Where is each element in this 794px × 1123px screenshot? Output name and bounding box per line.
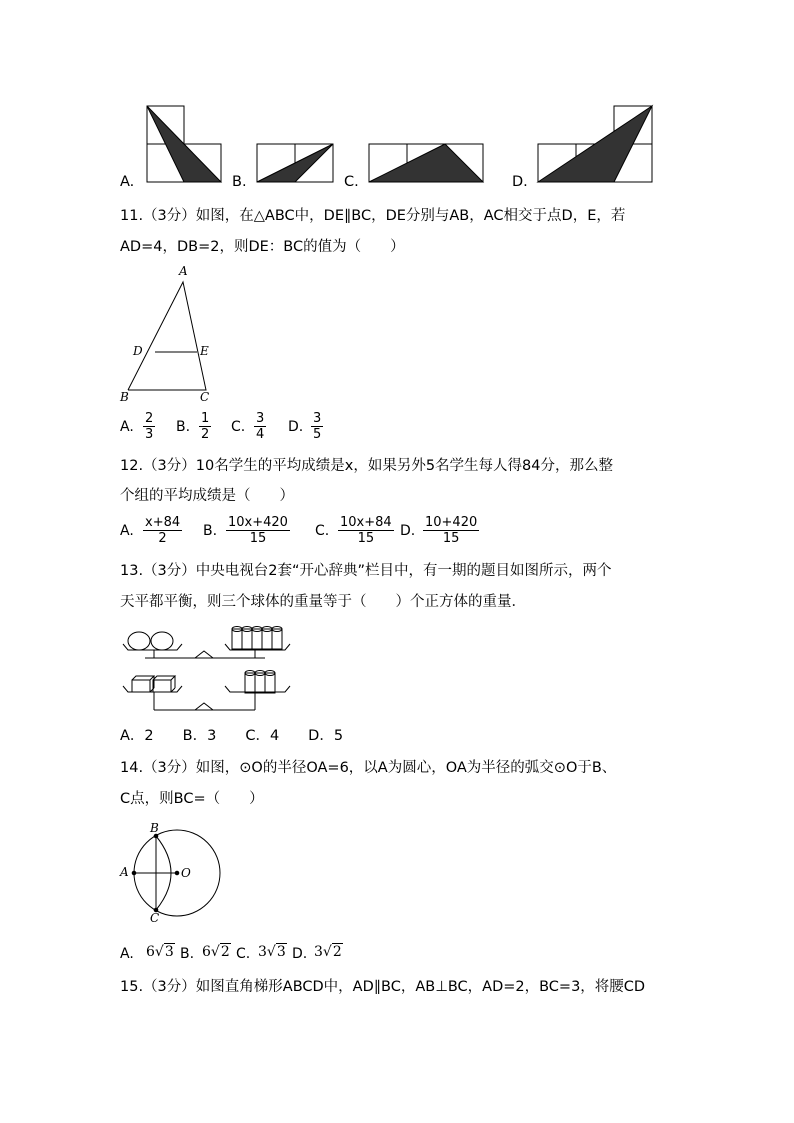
q15-stem-line1: 15.（3分）如图直角梯形ABCD中，AD∥BC，AB⊥BC，AD=2，BC=3，将腰CD — [120, 979, 646, 995]
q12-option-b-label: B. — [203, 523, 218, 539]
q10-figure-d — [538, 106, 652, 182]
q11-option-d-fraction: $\frac{3}{5}$ — [313, 411, 322, 442]
q14-option-d-value: 3√2 — [314, 944, 342, 960]
q12-option-b-fraction: $\frac{10x+420}{15}$ — [228, 515, 288, 546]
q11-option-b-label: B. — [176, 419, 191, 435]
q14-option-a-value: 6√3 — [146, 944, 174, 960]
q14-stem-line2: C点，则BC=（ ） — [120, 791, 264, 807]
q11-option-c-label: C. — [231, 419, 246, 435]
q11-option-b-fraction: $\frac{1}{2}$ — [201, 411, 210, 442]
q10-option-d: D. — [512, 174, 528, 190]
q14-option-b-label: B. — [180, 946, 195, 962]
q12-option-c-label: C. — [315, 523, 330, 539]
q14-label-b: B — [150, 821, 159, 835]
q14-stem-line1: 14.（3分）如图，⊙O的半径OA=6，以A为圆心，OA为半径的弧交⊙O于B、 — [120, 760, 617, 776]
q11-option-d-label: D. — [288, 419, 304, 435]
q11-option-a-label: A. — [120, 419, 134, 435]
q11-label-e: E — [200, 344, 209, 358]
q11-option-a-fraction: $\frac{2}{3}$ — [145, 411, 154, 442]
q13-stem-line1: 13.（3分）中央电视台2套“开心辞典”栏目中，有一期的题目如图所示，两个 — [120, 563, 612, 579]
q12-stem-line2: 个组的平均成绩是（ ） — [120, 488, 294, 504]
q14-label-c: C — [150, 911, 160, 925]
q14-option-a-label: A. — [120, 946, 134, 962]
q14-circle-figure — [115, 815, 230, 930]
q12-option-a-label: A. — [120, 523, 134, 539]
q13-stem-line2: 天平都平衡，则三个球体的重量等于（ ）个正方体的重量． — [120, 594, 526, 610]
q13-balance-figure — [115, 620, 305, 720]
q14-option-d-label: D. — [292, 946, 308, 962]
q12-option-c-fraction: $\frac{10x+84}{15}$ — [340, 515, 392, 546]
q14-option-b-value: 6√2 — [202, 944, 230, 960]
q11-label-c: C — [200, 390, 210, 404]
q10-figure-b — [257, 144, 333, 182]
q10-option-figures — [0, 0, 794, 200]
q14-label-a: A — [120, 865, 129, 879]
q13-options: A．2 B．3 C．4 D．5 — [120, 728, 344, 744]
q10-option-b: B. — [232, 174, 247, 190]
q12-option-a-fraction: $\frac{x+84}{2}$ — [145, 515, 181, 546]
q14-option-c-label: C. — [236, 946, 251, 962]
q11-stem-line1: 11.（3分）如图，在△ABC中，DE∥BC，DE分别与AB，AC相交于点D，E，若 — [120, 208, 626, 224]
q12-stem-line1: 12.（3分）10名学生的平均成绩是x，如果另外5名学生每人得84分，那么整 — [120, 458, 613, 474]
q11-triangle-figure — [115, 262, 225, 407]
q11-stem-line2: AD=4，DB=2，则DE：BC的值为（ ） — [120, 239, 405, 255]
q11-label-d: D — [133, 344, 143, 358]
q14-label-o: O — [181, 866, 191, 880]
q11-option-c-fraction: $\frac{3}{4}$ — [256, 411, 265, 442]
q10-figure-a — [147, 106, 221, 182]
q10-option-a: A. — [120, 174, 135, 190]
q11-label-a: A — [179, 264, 188, 278]
q10-option-c: C. — [344, 174, 359, 190]
q14-option-c-value: 3√3 — [258, 944, 286, 960]
q10-figure-c — [369, 144, 483, 182]
q11-label-b: B — [120, 390, 129, 404]
q12-option-d-fraction: $\frac{10+420}{15}$ — [425, 515, 478, 546]
q12-option-d-label: D. — [400, 523, 416, 539]
